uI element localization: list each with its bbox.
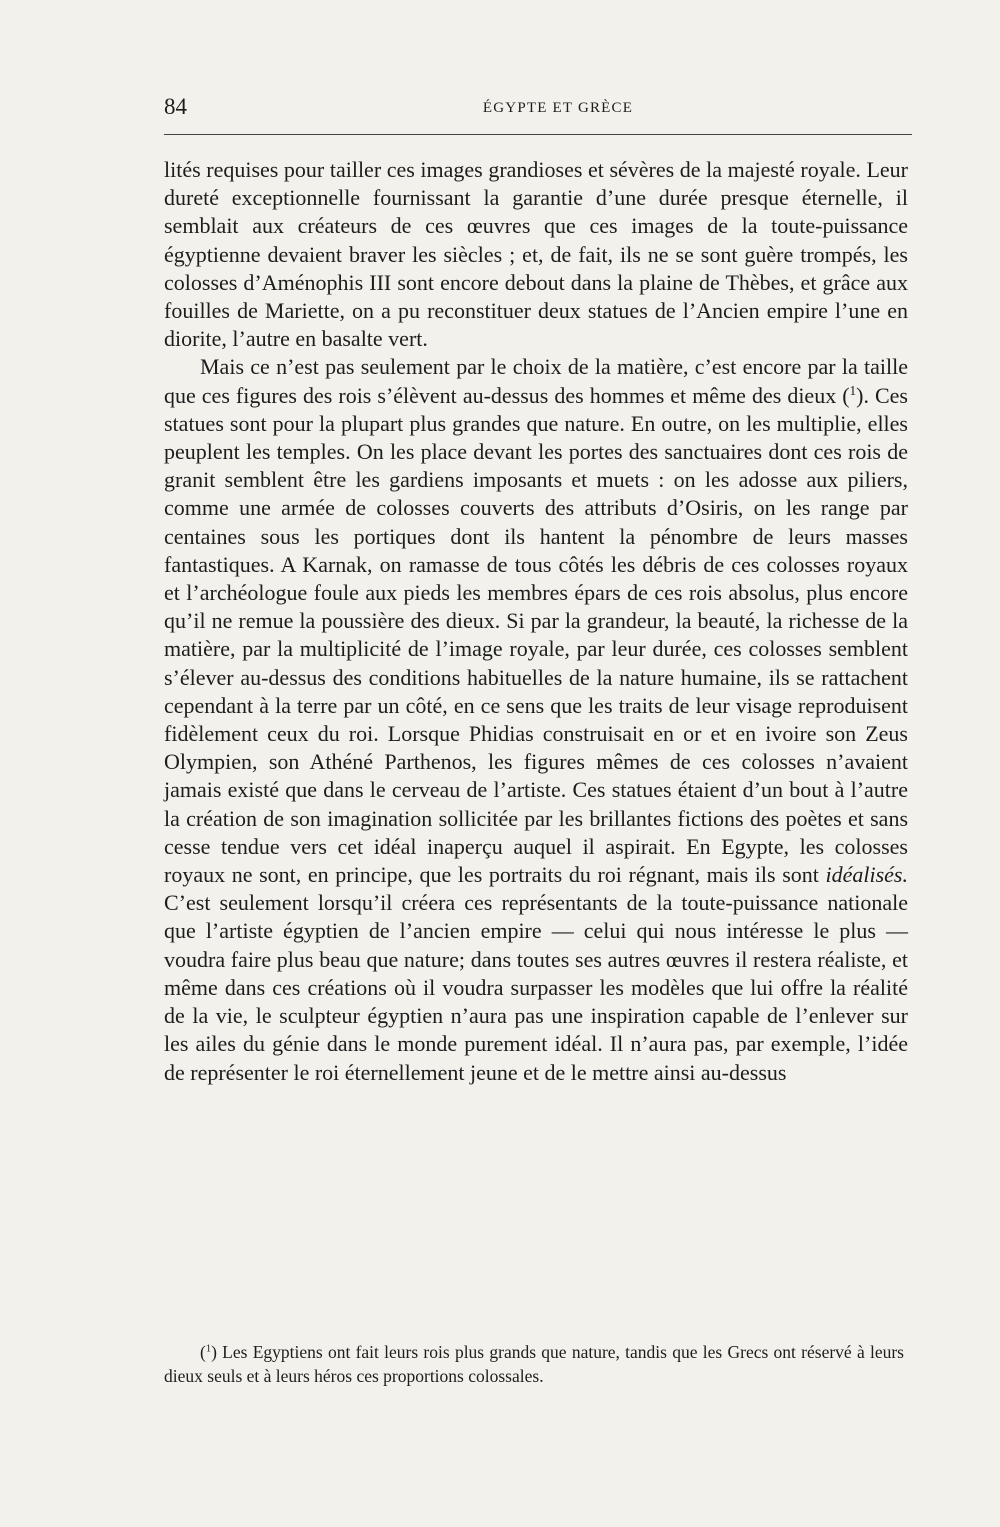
page-number: 84 [164, 94, 187, 119]
footnote-paragraph [164, 1340, 904, 1388]
italic-word: idéalisés. [825, 862, 908, 888]
paragraph-2-text-c: C’est seulement lorsqu’il créera ces représentants de la toute-puissance nationale que l’artiste égyptien de l’ancien empire — celui qui nous intéresse le plus — voudra faire plus beau que nature; dans toutes ses autres œuvres il restera réaliste, et même dans ces créations où il voudra surpasser les modèles que lui offre la réalité de la vie, le sculpteur égyptien n’aura pas une inspiration capable de l’enlever sur les ailes du génie dans le monde purement idéal. Il n’aura pas, par exemple, l’idée de représenter le roi éternellement jeune et de le mettre ainsi au-dessus [164, 890, 908, 1085]
running-title: ÉGYPTE ET GRÈCE [482, 100, 634, 116]
footnote-reference[interactable]: 1 [849, 382, 857, 398]
paragraph-1: lités requises pour tailler ces images grandioses et sévères de la majesté royale. Leur dureté exceptionnelle fournissant la garantie d’une durée presque éternelle, il semblait aux créateurs de ces œuvres que ces images de la toute-puissance égyptienne devaient braver les siècles ; et, de fait, ils ne se sont guère trompés, les colosses d’Aménophis III sont encore debout dans la plaine de Thèbes, et grâce aux fouilles de Mariette, on a pu reconstituer deux statues de l’Ancien empire l’une en diorite, l’autre en basalte vert. [164, 157, 908, 352]
page-header [164, 92, 912, 132]
body-text [164, 156, 908, 1087]
paragraph-2-text-a: Mais ce n’est pas seulement par le choix de la matière, c’est encore par la taille que ces figures des rois s’élèvent au-dessus des hommes et même des dieux ( [164, 354, 908, 408]
footnote-mark: 1 [205, 1343, 212, 1355]
footnote-mark-close: ) [211, 1342, 217, 1362]
paragraph-2-text-b: ). Ces statues sont pour la plupart plus grandes que nature. En outre, on les multiplie, elles peuplent les temples. On les place devant les portes des sanctuaires dont ces rois de granit semblent être les gardiens imposants et muets : on les adosse aux piliers, comme une armée de colosses couverts des attributs d’Osiris, on les range par centaines sous les portiques dont ils hantent la pénombre de leurs masses fantastiques. A Karnak, on ramasse de tous côtés les débris de ces colosses royaux et l’archéologue foule aux pieds les membres épars de ces rois absolus, plus encore qu’il ne remue la poussière des dieux. Si par la grandeur, la beauté, la richesse de la matière, par la multiplicité de l’image royale, par leur durée, ces colosses semblent s’élever au-dessus des conditions habituelles de la nature humaine, ils se rattachent cependant à la terre par un côté, en ce sens que les traits de leur visage reproduisent fidèlement ceux du roi. Lorsque Phidias construisait en or et en ivoire son Zeus Olympien, son Athéné Parthenos, les figures mêmes de ces colosses n’avaient jamais existé que dans le cerveau de l’artiste. Ces statues étaient d’un bout à l’autre la création de son imagination sollicitée par les brillantes fictions des poètes et sans cesse tendue vers cet idéal inaperçu auquel il aspirait. En Egypte, les colosses royaux ne sont, en principe, que les portraits du roi régnant, mais ils sont [164, 382, 908, 888]
paragraph-2 [164, 353, 908, 1086]
footnote [164, 1340, 904, 1388]
header-rule [164, 134, 912, 135]
footnote-mark-open: ( [200, 1342, 206, 1362]
footnote-text: Les Egyptiens ont fait leurs rois plus grands que nature, tandis que les Grecs ont réservé à leurs dieux seuls et à leurs héros ces proportions colossales. [164, 1342, 904, 1386]
